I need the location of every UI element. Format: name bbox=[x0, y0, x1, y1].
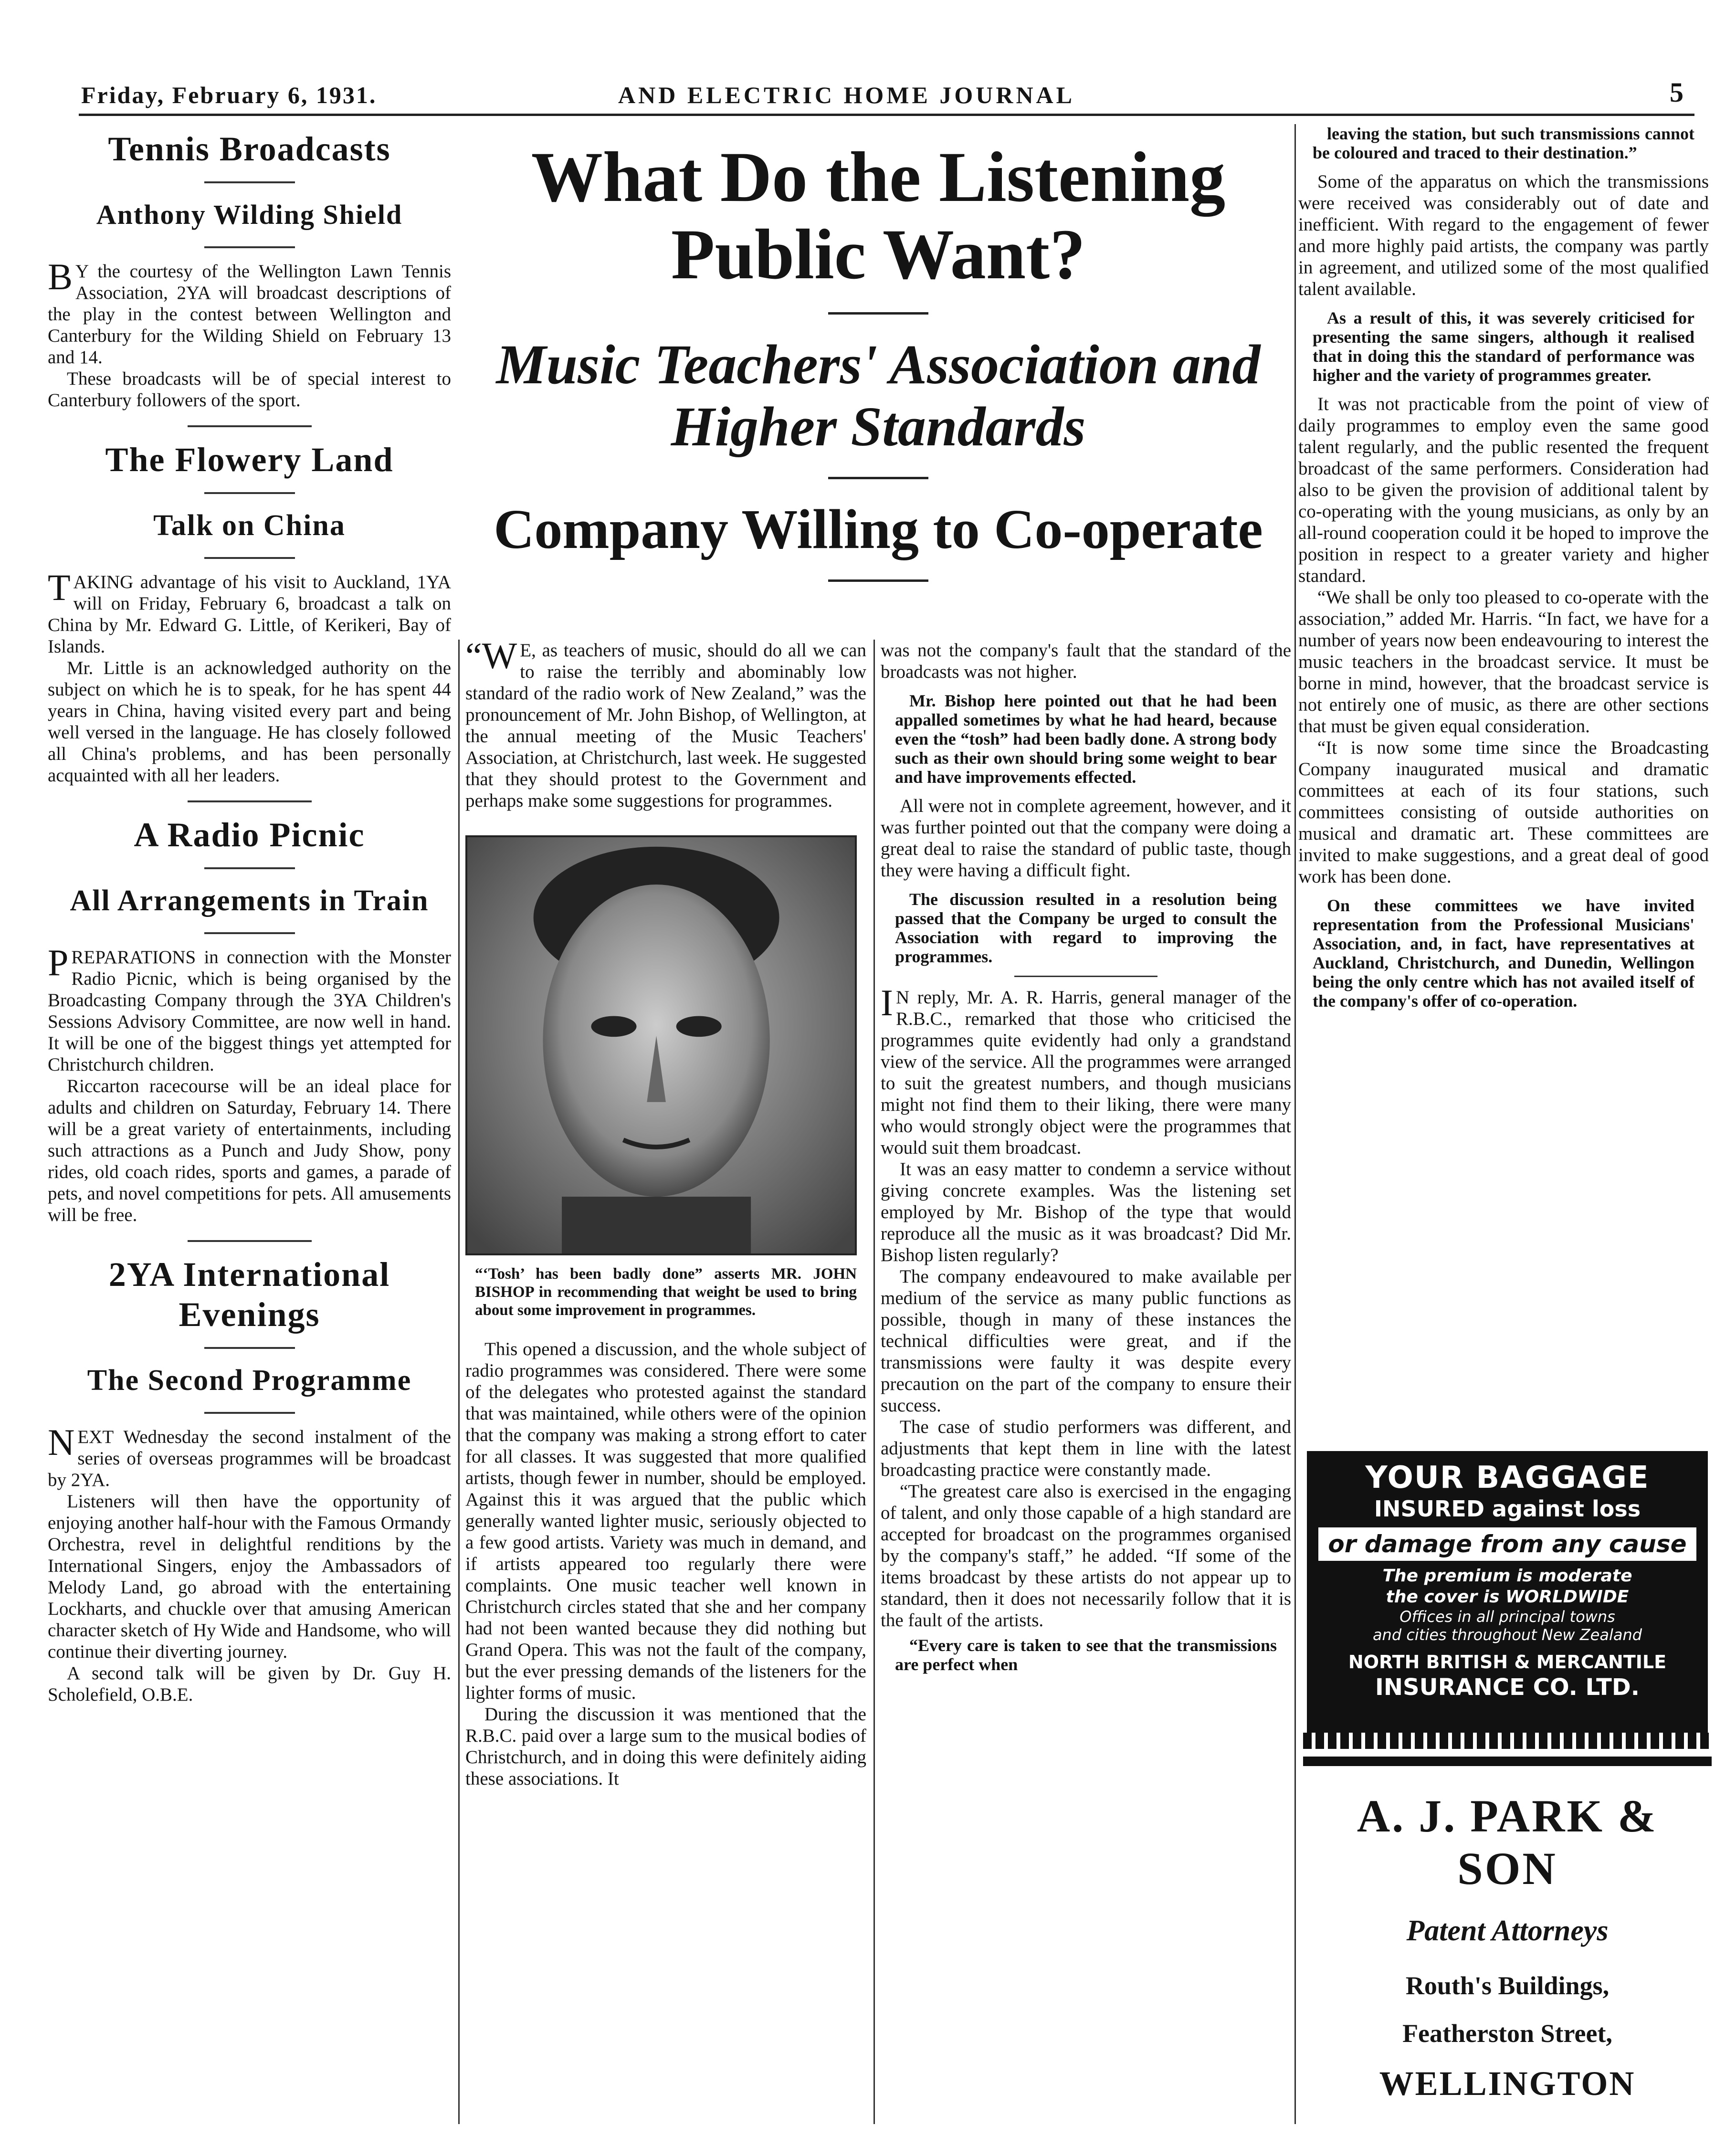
ad-profession: Patent Attorneys bbox=[1406, 1915, 1609, 1947]
paragraph: Listeners will then have the opportunity of enjoying another half-hour with the Famous Ormandy Orchestra, revel in delightful renditions by the International Singers, enjoy the Ambassadors of Melody Land, go abroad with the entertaining Lockharts, and chuckle over that amusing American character sketch of Hy Wide and Handsome, who will continue their diverting journey. bbox=[48, 1491, 451, 1662]
portrait-photo bbox=[465, 835, 857, 1255]
ad-line: Offices in all principal towns bbox=[1399, 1608, 1615, 1626]
section-rule bbox=[188, 1240, 312, 1242]
paragraph: It was not practicable from the point of view of daily programmes to employ even the same good talent regularly, and the public resented the frequent broadcast of the same performers. Consideration had also to be given the provision of additional talent by co-operating with the young musicians, as only by an all-round cooperation could it be hoped to improve the position in respect to a greater variety and higher standard. bbox=[1298, 394, 1709, 586]
article-flowery-land bbox=[48, 440, 451, 786]
drop-cap: T bbox=[48, 567, 71, 608]
rule bbox=[204, 246, 295, 248]
decorative-border bbox=[1303, 1757, 1712, 1766]
paragraph: This opened a discussion, and the whole subject of radio programmes was considered. There were some of the delegates who protested against the standard that was maintained, while others were of the opinion that the company was making a strong effort to cater for all classes. It was suggested that more qualified artists, though fewer in number, should be employed. Against this it was argued that the public which generally wanted lighter music, seriously objected to a few good artists. Variety was much in demand, and if artists appeared too regularly there were complaints. One music teacher well known in Christchurch circles stated that she and her company had not been wanted because they did nothing but Grand Opera. This was not the fault of the company, but the ever pressing demands of the listeners for the lighter forms of music. bbox=[465, 1339, 866, 1703]
rule bbox=[204, 492, 295, 494]
baggage-insurance-ad bbox=[1307, 1451, 1708, 1733]
rule bbox=[204, 557, 295, 559]
header-journal-title: AND ELECTRIC HOME JOURNAL bbox=[618, 82, 1075, 108]
article-international-evenings bbox=[48, 1254, 451, 1705]
paragraph: “The greatest care also is exercised in the engaging of talent, and only those capable of a high standard are accepted for broadcast on the programmes organised by the company's staff,” he added. “If some of the items broadcast by these artists do not appear up to standard, then it does not necessarily follow that it is the fault of the artists. bbox=[881, 1481, 1291, 1631]
rule bbox=[204, 1412, 295, 1414]
ad-line: INSURED against loss bbox=[1374, 1496, 1641, 1522]
ad-address: Featherston Street, bbox=[1402, 2019, 1612, 2048]
rule bbox=[828, 312, 928, 315]
paragraph: It was an easy matter to condemn a service without giving concrete examples. Was the listening set employed by Mr. Bishop of the type that would reproduce all the music as it was broadcast? Did Mr. Bishop listen regularly? bbox=[881, 1159, 1291, 1265]
column-right bbox=[1298, 124, 1709, 1019]
ad-company: INSURANCE CO. LTD. bbox=[1375, 1674, 1640, 1701]
paragraph: These broadcasts will be of special interest to Canterbury followers of the sport. bbox=[48, 368, 451, 410]
article-subtitle: Talk on China bbox=[153, 509, 346, 542]
article-subtitle: Anthony Wilding Shield bbox=[96, 199, 403, 230]
drop-cap: “W bbox=[465, 635, 517, 676]
drop-cap: B bbox=[48, 256, 73, 297]
column-divider bbox=[458, 640, 460, 2124]
paragraph: All were not in complete agreement, however, and it was further pointed out that the company were doing a great deal to raise the standard of public taste, though they were having a difficult fight. bbox=[881, 796, 1291, 881]
article-title: A Radio Picnic bbox=[134, 816, 365, 854]
paragraph: During the discussion it was mentioned that the R.B.C. paid over a large sum to the musical bodies of Christchurch, and in doing this were definitely aiding these associations. It bbox=[465, 1704, 866, 1789]
paragraph: Riccarton racecourse will be an ideal place for adults and children on Saturday, February 14. There will be a great variety of entertainments, including such attractions as a Punch and Judy Show, pony rides, old coach rides, sports and games, a parade of pets, and novel competitions for pets. All amusements will be free. bbox=[48, 1076, 451, 1225]
paragraph: The case of studio performers was different, and adjustments that kept them in line with the latest broadcasting practice were constantly made. bbox=[881, 1417, 1291, 1480]
bold-paragraph: leaving the station, but such transmissions cannot be coloured and traced to their destination.” bbox=[1313, 124, 1694, 162]
article-title: 2YA International Evenings bbox=[108, 1255, 390, 1334]
photo-caption: “‘Tosh’ has been badly done” asserts MR. JOHN BISHOP in recommending that weight be used to bring about some improvement in programmes. bbox=[475, 1265, 857, 1319]
rule bbox=[828, 579, 928, 582]
paragraph: “It is now some time since the Broadcasting Company inaugurated musical and dramatic committees at each of its four stations, such committees consisting of outside authorities on musical and dramatic art. These committees are invited to make suggestions, and a great deal of good work has been done. bbox=[1298, 737, 1709, 887]
paragraph: B Y the courtesy of the Wellington Lawn Tennis Association, 2YA will broadcast descriptions of the play in the contest between Wellington and Canterbury for the Wilding Shield on February 13 and 14. bbox=[48, 256, 451, 368]
column-divider bbox=[1294, 124, 1296, 2124]
ad-line: the cover is WORLDWIDE bbox=[1386, 1587, 1629, 1607]
bold-paragraph: “Every care is taken to see that the transmissions are perfect when bbox=[895, 1636, 1277, 1674]
ad-firm-name: A. J. PARK & SON bbox=[1357, 1790, 1658, 1894]
article-subtitle: The Second Programme bbox=[87, 1364, 412, 1397]
column-divider bbox=[873, 640, 875, 2124]
bold-paragraph: The discussion resulted in a resolution being passed that the Company be urged to consult the Association with regard to improving the programmes. bbox=[895, 890, 1277, 966]
article-radio-picnic bbox=[48, 815, 451, 1226]
rule bbox=[204, 181, 295, 183]
article-title: Tennis Broadcasts bbox=[108, 130, 391, 168]
rule bbox=[204, 867, 295, 869]
paragraph: NEXT Wednesday the second instalment of the series of overseas programmes will be broadcast by 2YA. bbox=[48, 1421, 451, 1490]
paragraph: “W E, as teachers of music, should do all we can to raise the terribly and abominably low standard of the radio work of New Zealand,” was the pronouncement of Mr. John Bishop, of Wellington, at the annual meeting of the Music Teachers' Association, at Christchurch, last week. He suggested that they should protest to the Government and perhaps make some suggestions for programmes. bbox=[465, 635, 866, 811]
article-subtitle: All Arrangements in Train bbox=[70, 884, 429, 917]
ad-address: Routh's Buildings, bbox=[1405, 1971, 1610, 2000]
paragraph: “We shall be only too pleased to co-operate with the association,” added Mr. Harris. “In fact, we have for a number of years now been endeavouring to interest the music teachers in the broadcast service. It must be borne in mind, however, that the broadcast service is not entirely one of music, as there are other sections that must be given equal consideration. bbox=[1298, 587, 1709, 737]
drop-cap: P bbox=[48, 942, 69, 983]
ad-line: or damage from any cause bbox=[1318, 1527, 1696, 1561]
ad-city: WELLINGTON bbox=[1379, 2064, 1636, 2103]
patent-attorneys-ad bbox=[1307, 1780, 1708, 2124]
paragraph: Mr. Little is an acknowledged authority on the subject on which he is to speak, for he has spent 44 years in China, having visited every part and being well versed in the language. He has closely followed all China's problems, and has been personally acquainted with all her leaders. bbox=[48, 658, 451, 786]
header-date: Friday, February 6, 1931. bbox=[81, 82, 377, 108]
paragraph: A second talk will be given by Dr. Guy H. Scholefield, O.B.E. bbox=[48, 1663, 451, 1705]
paragraph: TAKING advantage of his visit to Auckland, 1YA will on Friday, February 6, broadcast a talk on China by Mr. Edward G. Little, of Kerikeri, Bay of Islands. bbox=[48, 567, 451, 657]
paragraph: PREPARATIONS in connection with the Monster Radio Picnic, which is being organised by the Broadcasting Company through the 3YA Children's Sessions Advisory Committee, are now well in hand. It will be one of the biggest things yet attempted for Christchurch children. bbox=[48, 942, 451, 1075]
main-headline bbox=[465, 138, 1291, 601]
section-rule bbox=[188, 800, 312, 802]
drop-cap: N bbox=[48, 1421, 75, 1463]
bold-paragraph: As a result of this, it was severely criticised for presenting the same singers, although it realised that in doing this the standard of performance was higher and the variety of programmes greater. bbox=[1313, 308, 1694, 385]
rule bbox=[204, 932, 295, 934]
rule bbox=[828, 477, 928, 479]
article-tennis bbox=[48, 129, 451, 411]
headline-subtitle: Music Teachers' Association and Higher Standards bbox=[496, 333, 1261, 458]
ad-line: and cities throughout New Zealand bbox=[1372, 1626, 1642, 1644]
column-centre-right bbox=[881, 640, 1291, 1683]
bold-paragraph: On these committees we have invited representation from the Professional Musicians' Association, and, in fact, have representatives at Auckland, Christchurch, and Dunedin, Wellingon being the only centre which has not availed itself of the company's offer of co-operation. bbox=[1313, 896, 1694, 1010]
paragraph: I N reply, Mr. A. R. Harris, general manager of the R.B.C., remarked that those who criticised the programmes quite evidently had only a grandstand view of the service. All the programmes were arranged to suit the greatest numbers, and though musicians might not find them to their liking, there were many who would strongly object were the programmes that would suit them broadcast. bbox=[881, 982, 1291, 1158]
page-number: 5 bbox=[1670, 77, 1685, 108]
paragraph: was not the company's fault that the standard of the broadcasts was not higher. bbox=[881, 640, 1291, 682]
header-rule bbox=[79, 114, 1694, 116]
headline-title: What Do the Listening Public Want? bbox=[531, 137, 1226, 294]
rule bbox=[1014, 976, 1157, 977]
drop-cap: I bbox=[881, 982, 893, 1023]
page-header bbox=[81, 72, 1685, 115]
paragraph: Some of the apparatus on which the transmissions were received was considerably out of date and inefficient. With regard to the engagement of fewer and more highly paid artists, the company was partly in agreement, and utilized some of the most qualified talent available. bbox=[1298, 171, 1709, 299]
ad-headline: YOUR BAGGAGE bbox=[1365, 1460, 1650, 1495]
section-rule bbox=[188, 425, 312, 427]
rule bbox=[204, 1347, 295, 1349]
column-centre-left bbox=[465, 635, 866, 1789]
portrait-image bbox=[467, 837, 855, 1253]
decorative-border bbox=[1303, 1733, 1712, 1749]
article-title: The Flowery Land bbox=[105, 441, 394, 479]
headline-deck: Company Willing to Co-operate bbox=[494, 498, 1263, 560]
paragraph: The company endeavoured to make available per medium of the service as many public functions as possible, though in many of these instances the technical difficulties were great, and if the transmissions were faulty it was despite every precaution on the part of the company to ensure their success. bbox=[881, 1266, 1291, 1416]
bold-paragraph: Mr. Bishop here pointed out that he had been appalled sometimes by what he had heard, because even the “tosh” had been badly done. A strong body such as their own should bring some weight to bear and have improvements effected. bbox=[895, 691, 1277, 787]
ad-line: The premium is moderate bbox=[1382, 1566, 1632, 1586]
column-left bbox=[48, 124, 451, 1705]
ad-company: NORTH BRITISH & MERCANTILE bbox=[1348, 1652, 1667, 1673]
